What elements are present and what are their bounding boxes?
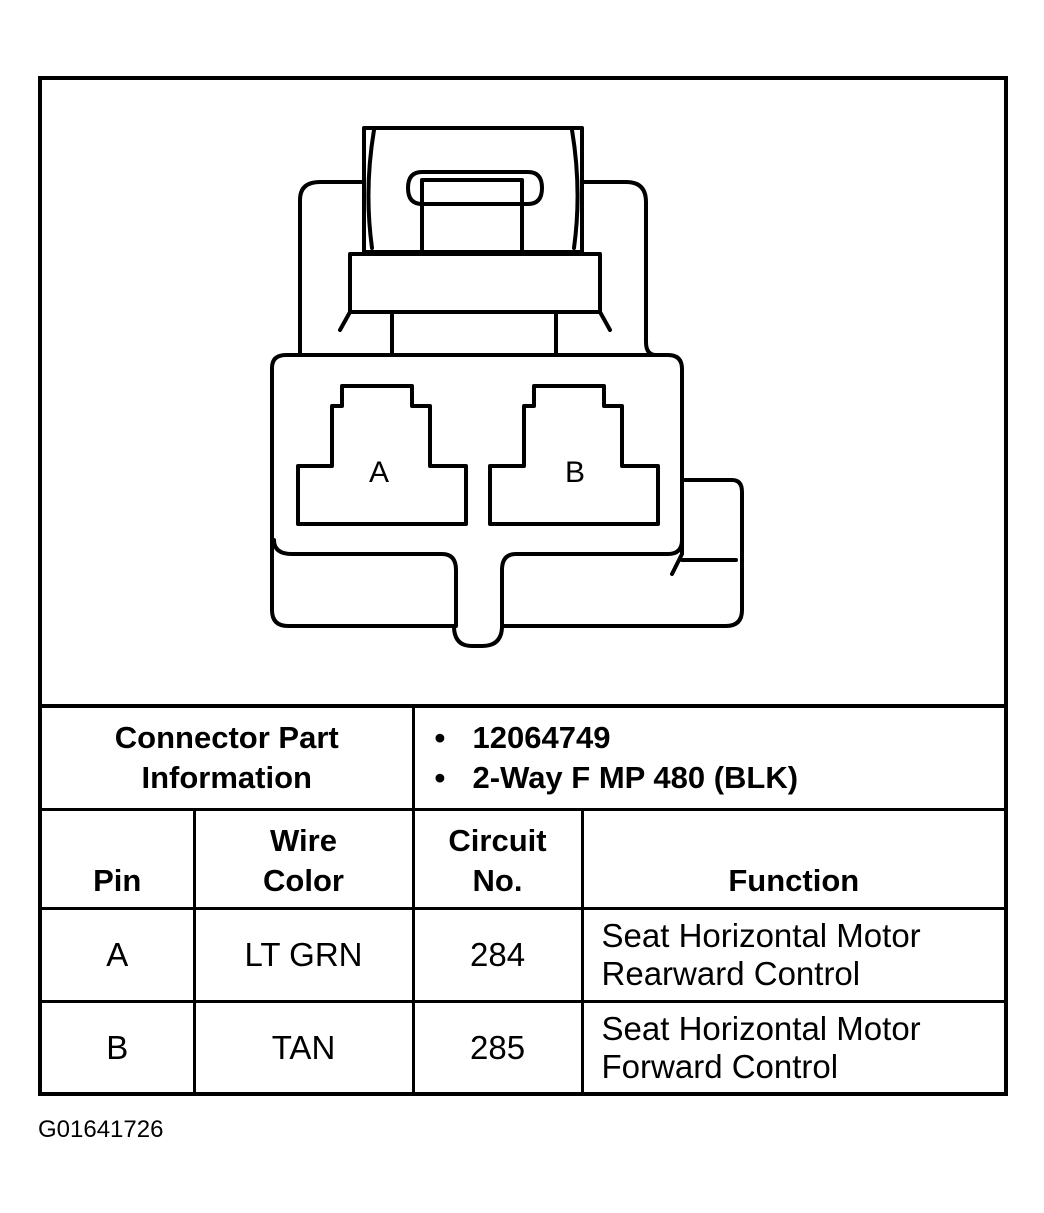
lock-latch: [422, 180, 522, 252]
cavity-b-outline: [490, 386, 658, 524]
function-cell: Seat Horizontal Motor Forward Control: [582, 1002, 1004, 1094]
crossbar: [350, 254, 600, 312]
table-row: [42, 909, 1004, 1002]
connector-info-label: Connector Part Information: [42, 706, 413, 810]
connector-description: • 2-Way F MP 480 (BLK): [434, 760, 799, 795]
diagram-frame: [38, 76, 1008, 1096]
pin-cell: A: [42, 909, 194, 1002]
circuit-cell: 284: [413, 909, 582, 1002]
pin-a-label: A: [368, 456, 390, 489]
circuit-cell: 285: [413, 1002, 582, 1094]
header-circuit-no: Circuit No.: [413, 810, 582, 909]
connector-table: [42, 704, 1004, 1093]
connector-diagram: [42, 80, 1004, 704]
function-cell: Seat Horizontal Motor Rearward Control: [582, 909, 1004, 1002]
table-row: [42, 1002, 1004, 1094]
lock-tab: [364, 128, 582, 252]
connector-info-values: [413, 706, 1004, 810]
header-pin: Pin: [42, 810, 194, 909]
wire-color-cell: TAN: [194, 1002, 413, 1094]
header-wire-color: Wire Color: [194, 810, 413, 909]
connector-info-row: [42, 706, 1004, 810]
pin-cell: B: [42, 1002, 194, 1094]
cavity-a-outline: [298, 386, 466, 524]
part-number: • 12064749: [434, 720, 611, 755]
header-function: Function: [582, 810, 1004, 909]
pin-b-label: B: [564, 456, 586, 489]
header-row: [42, 810, 1004, 909]
wire-color-cell: LT GRN: [194, 909, 413, 1002]
figure-id: G01641726: [38, 1116, 164, 1143]
housing-outline: [300, 182, 656, 355]
